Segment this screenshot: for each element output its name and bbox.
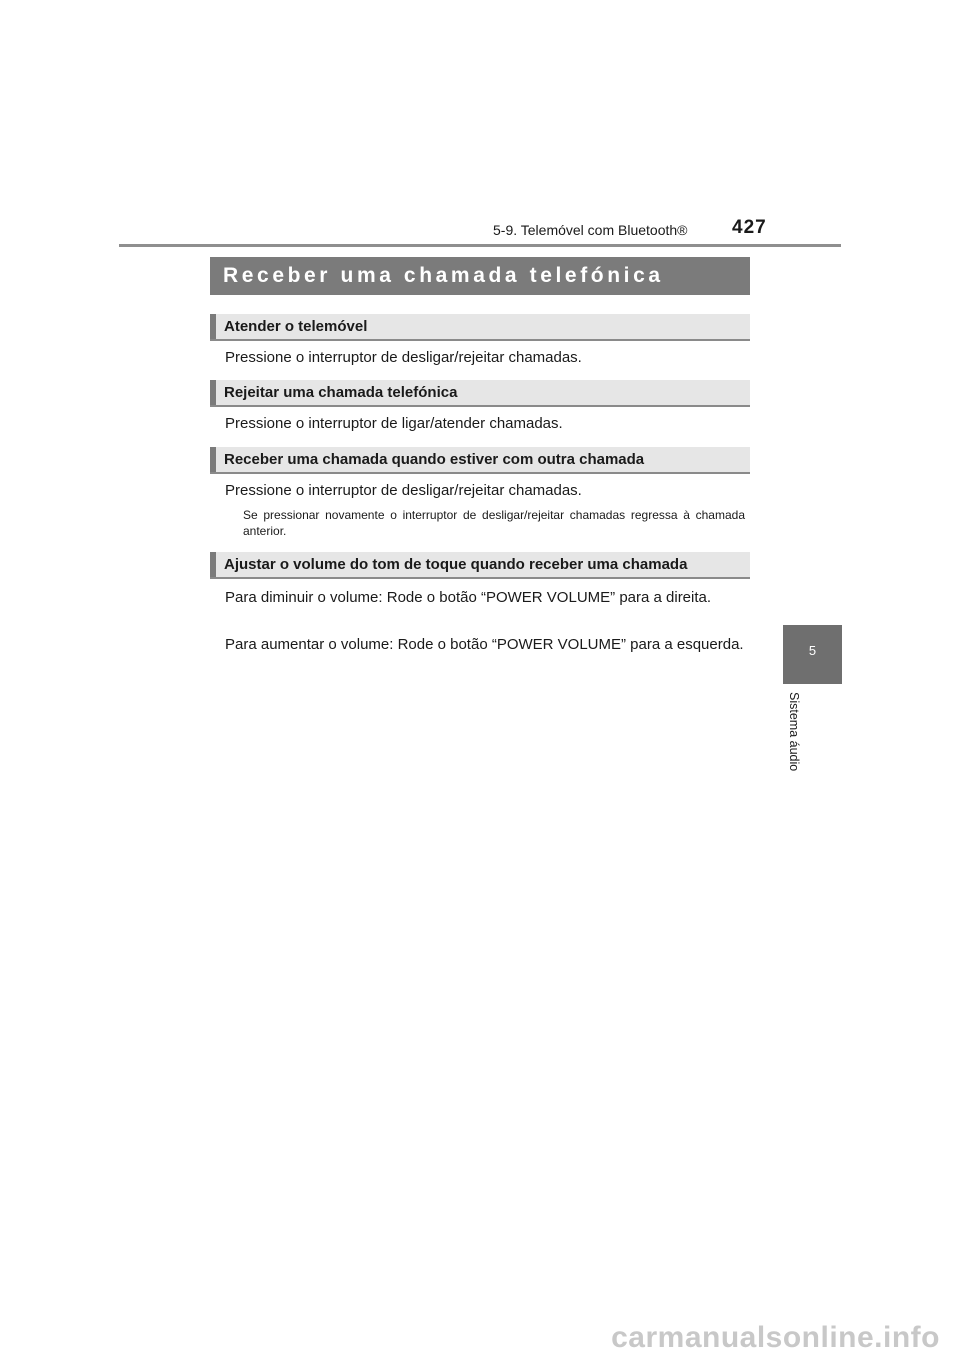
watermark: carmanualsonline.info	[611, 1321, 940, 1354]
body-paragraph: Pressione o interruptor de ligar/atender chamadas.	[225, 415, 563, 432]
subheading-marker	[210, 447, 216, 472]
subheading-text: Rejeitar uma chamada telefónica	[224, 384, 458, 401]
header-divider	[119, 244, 841, 247]
subheading-text: Receber uma chamada quando estiver com outra chamada	[224, 451, 645, 468]
subheading-marker	[210, 314, 216, 339]
subheading-marker	[210, 552, 216, 577]
body-paragraph: Pressione o interruptor de desligar/rejeitar chamadas.	[225, 349, 582, 366]
subheading-text: Atender o telemóvel	[224, 318, 368, 335]
main-title: Receber uma chamada telefónica	[223, 264, 664, 287]
subheading-outra-chamada	[210, 447, 750, 474]
body-paragraph-aumentar: Para aumentar o volume: Rode o botão “POWER VOLUME” para a esquerda.	[225, 636, 744, 653]
subheading-volume	[210, 552, 750, 579]
subheading-atender	[210, 314, 750, 341]
subheading-rejeitar	[210, 380, 750, 407]
main-title-banner	[210, 257, 750, 295]
subheading-text: Ajustar o volume do tom de toque quando receber uma chamada	[224, 556, 688, 573]
body-paragraph-diminuir: Para diminuir o volume: Rode o botão “POWER VOLUME” para a direita.	[225, 589, 712, 606]
chapter-label: Sistema áudio	[787, 692, 801, 772]
body-paragraph: Pressione o interruptor de desligar/rejeitar chamadas.	[225, 482, 582, 499]
chapter-number: 5	[808, 643, 817, 658]
section-header: 5-9. Telemóvel com Bluetooth®	[493, 222, 688, 238]
chapter-tab	[783, 625, 842, 684]
subheading-marker	[210, 380, 216, 405]
page-number: 427	[732, 217, 767, 238]
note-paragraph: Se pressionar novamente o interruptor de desligar/rejeitar chamadas regressa à chamada anterior.	[243, 508, 745, 538]
